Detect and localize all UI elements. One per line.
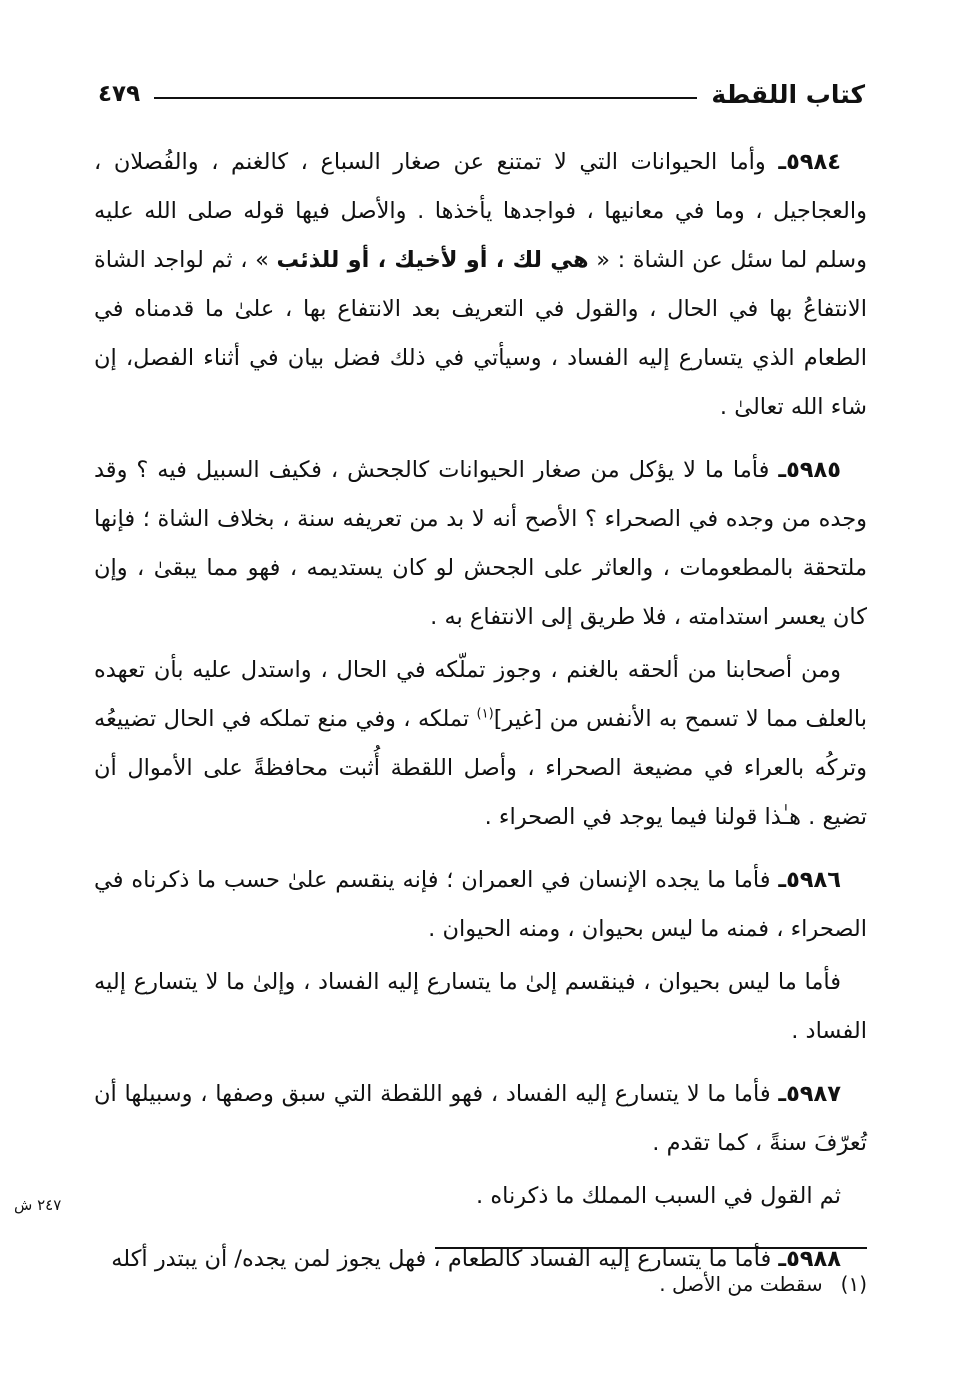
section-number: ٥٩٨٧ـ — [778, 1081, 842, 1107]
running-head — [98, 74, 865, 114]
manuscript-folio-note: ٢٤٧ ش — [14, 1196, 62, 1214]
paragraph-text: فأما ما يجده الإنسان في العمران ؛ فإنه ينقسم علىٰ حسب ما ذكرناه في الصحراء ، فمنه ما ليس بحيوان ، ومنه الحيوان . — [94, 867, 867, 942]
header-rule — [154, 97, 697, 99]
paragraph-text: ثم القول في السبب المملك ما ذكرناه . — [476, 1183, 841, 1209]
paragraph-5985 — [94, 446, 867, 642]
paragraph-5986 — [94, 856, 867, 954]
paragraph-ghayr-hayawan — [94, 958, 867, 1056]
paragraph-text: فأما ما لا يؤكل من صغار الحيوانات كالجحش ، فكيف السبيل فيه ؟ وقد وجده من وجده في الصحراء ؟ الأصح أنه لا بد من تعريفه سنة ، بخلاف الشاة ؛ فإنها ملتحقة بالمطعومات ، والعاثر على الجحش لو كان يستديمه ، فهو مما يبقىٰ ، وإن كان يعسر استدامته ، فلا طريق إلى الانتفاع به . — [94, 457, 867, 630]
section-number: ٥٩٨٤ـ — [778, 149, 841, 175]
paragraph-text: فأما ما ليس بحيوان ، فينقسم إلىٰ ما يتسارع إليه الفساد ، وإلىٰ ما لا يتسارع إليه الفساد . — [94, 969, 867, 1044]
section-number: ٥٩٨٨ـ — [778, 1246, 841, 1272]
paragraph-text: » ، ثم لواجد الشاة الانتفاعُ بها في الحال ، والقول في التعريف بعد الانتفاع بها ، علىٰ ما قدمناه في الطعام الذي يتسارع إليه الفساد ، وسيأتي في ذلك فضل بيان في أثناء الفصل، إن شاء الله تعالىٰ . — [94, 247, 867, 420]
footnote-text: سقطت من الأصل . — [659, 1272, 823, 1296]
book-title: كتاب اللقطة — [711, 79, 865, 109]
footnote-rule — [435, 1247, 867, 1249]
paragraph-text: وأما الحيوانات التي لا تمتنع عن صغار السباع ، كالغنم ، والفُصلان ، والعجاجيل ، وما في معانيها ، فواجدها يأخذها . والأصل فيها قوله صلى الله عليه وسلم لما سئل عن الشاة : « — [94, 149, 867, 273]
main-text — [94, 138, 867, 1284]
hadith-quote: هي لك ، أو لأخيك ، أو للذئب — [276, 247, 589, 273]
footnote-mark: (١) — [840, 1272, 867, 1296]
paragraph-5984 — [94, 138, 867, 432]
section-number: ٥٩٨٦ـ — [778, 867, 841, 893]
paragraph-text: فأما ما يتسارع إليه الفساد كالطعام ، فهل يجوز لمن يجده/ أن يبتدر أكله — [111, 1246, 772, 1272]
footnote — [659, 1272, 867, 1296]
footnote-reference[interactable]: (١) — [476, 706, 494, 722]
page-number: ٤٧٩ — [98, 81, 141, 107]
paragraph-ashab — [94, 646, 867, 842]
paragraph-text: فأما ما لا يتسارع إليه الفساد ، فهو اللقطة التي سبق وصفها ، وسبيلها أن تُعرّفَ سنةً ، كما تقدم . — [94, 1081, 867, 1156]
section-number: ٥٩٨٥ـ — [778, 457, 841, 483]
paragraph-text: ومن أصحابنا من ألحقه بالغنم ، وجوز تملّكه في الحال ، واستدل عليه بأن تعهده بالعلف مما لا تسمح به الأنفس من [غير] — [94, 657, 867, 732]
paragraph-text: تملكه ، وفي منع تملكه في الحال تضييعُه وتركُه بالعراء في مضيعة الصحراء ، وأصل اللقطة أُثبت محافظةً على الأموال أن تضيع . هـٰذا قولنا فيما يوجد في الصحراء . — [94, 706, 867, 830]
paragraph-5987 — [94, 1070, 867, 1168]
paragraph-thumma — [94, 1172, 867, 1221]
